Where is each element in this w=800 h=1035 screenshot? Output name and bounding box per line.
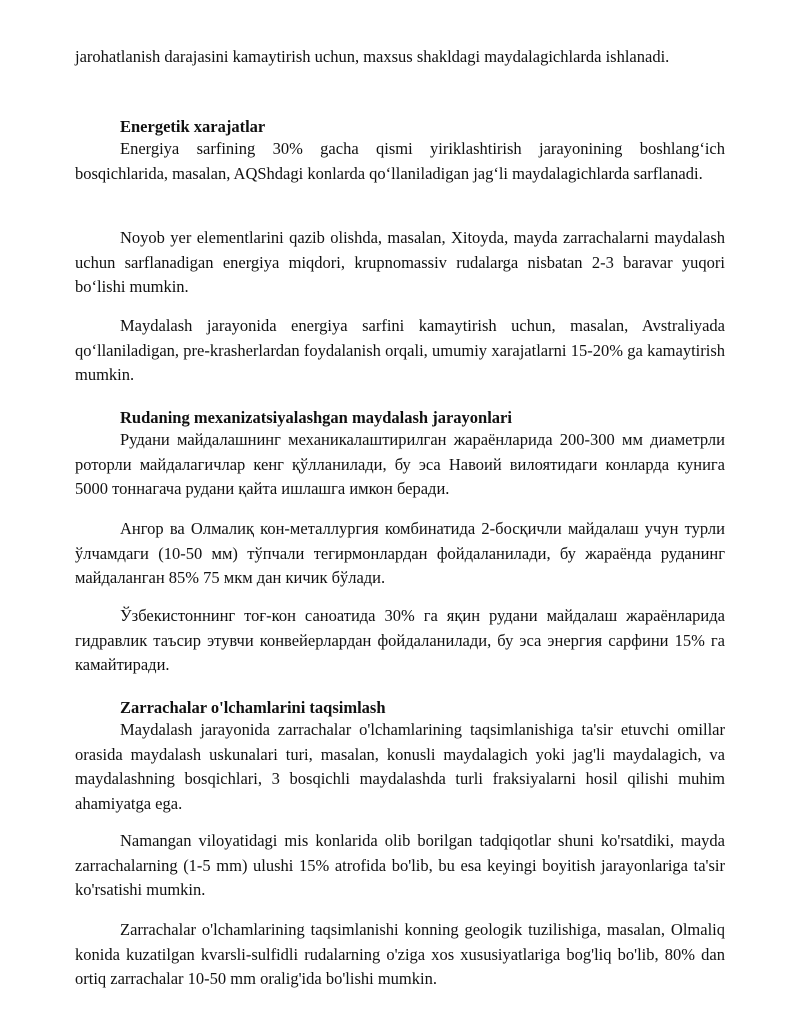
paragraph-rotor-crushers: Рудани майдалашнинг механикалаштирилган жараёнларида 200-300 мм диаметрли роторли майдалагичлар кенг қўлланилади, бу эса Навоий вилоятидаги конларда кунига 5000 тоннагача рудани қайта ишлашга имкон беради. bbox=[75, 430, 725, 498]
paragraph-geology-dependence: Zarrachalar o'lchamlarining taqsimlanishi konning geologik tuzilishiga, masalan, Olmaliq konida kuzatilgan kvarsli-sulfidli rudalarning o'ziga xos xususiyatlariga bog'liq bo'lib, 80% dan ortiq zarrachalar 10-50 mm oralig'ida bo'lishi mumkin. bbox=[75, 920, 725, 988]
paragraph-almalyk-mills: Ангор ва Олмалиқ кон-металлургия комбинатида 2-босқичли майдалаш учун турли ўлчамдаги (10-50 мм) тўпчали тегирмонлардан фойдаланилади, бу жараёнда руданинг майдаланган 85% 75 мкм дан кичик бўлади. bbox=[75, 519, 725, 587]
paragraph-continuation: jarohatlanish darajasini kamaytirish uchun, maxsus shakldagi maydalagichlarda ishlanadi. bbox=[75, 47, 670, 66]
heading-energetik-xarajatlar: Energetik xarajatlar bbox=[120, 117, 266, 136]
paragraph-hydraulic-conveyors: Ўзбекистоннинг тоғ-кон саноатида 30% га яқин рудани майдалаш жараёнларида гидравлик таъсир этувчи конвейерлардан фойдаланилади, бу эса энергия сарфини 15% га камайтиради. bbox=[75, 606, 725, 674]
paragraph-energy-share: Energiya sarfining 30% gacha qismi yiriklashtirish jarayonining boshlang‘ich bosqichlarida, masalan, AQShdagi konlarda qo‘llaniladigan jag‘li maydalagichlarda sarflanadi. bbox=[75, 139, 725, 183]
paragraph-pre-crusher: Maydalash jarayonida energiya sarfini kamaytirish uchun, masalan, Avstraliyada qo‘llaniladigan, pre-krasherlardan foydalanish orqali, umumiy xarajatlarni 15-20% ga kamaytirish mumkin. bbox=[75, 316, 725, 384]
paragraph-namangan-study: Namangan viloyatidagi mis konlarida olib borilgan tadqiqotlar shuni ko'rsatdiki, mayda zarrachalarning (1-5 mm) ulushi 15% atrofida bo'lib, bu esa keyingi boyitish jarayonlariga ta'sir ko'rsatishi mumkin. bbox=[75, 831, 725, 899]
heading-mechanized-crushing: Rudaning mexanizatsiyalashgan maydalash jarayonlari bbox=[120, 408, 512, 427]
paragraph-rare-earth: Noyob yer elementlarini qazib olishda, masalan, Xitoyda, mayda zarrachalarni maydalash uchun sarflanadigan energiya miqdori, krupnomassiv rudalarga nisbatan 2-3 baravar yuqori bo‘lishi mumkin. bbox=[75, 228, 725, 296]
paragraph-distribution-factors: Maydalash jarayonida zarrachalar o'lchamlarining taqsimlanishiga ta'sir etuvchi omillar orasida maydalash uskunalari turi, masalan, konusli maydalagich yoki jag'li maydalagich, va maydalashning bosqichlari, 3 bosqichli maydalashda turli fraksiyalarni hosil qilishi muhim ahamiyatga ega. bbox=[75, 720, 725, 813]
heading-particle-distribution: Zarrachalar o'lchamlarini taqsimlash bbox=[120, 698, 386, 717]
